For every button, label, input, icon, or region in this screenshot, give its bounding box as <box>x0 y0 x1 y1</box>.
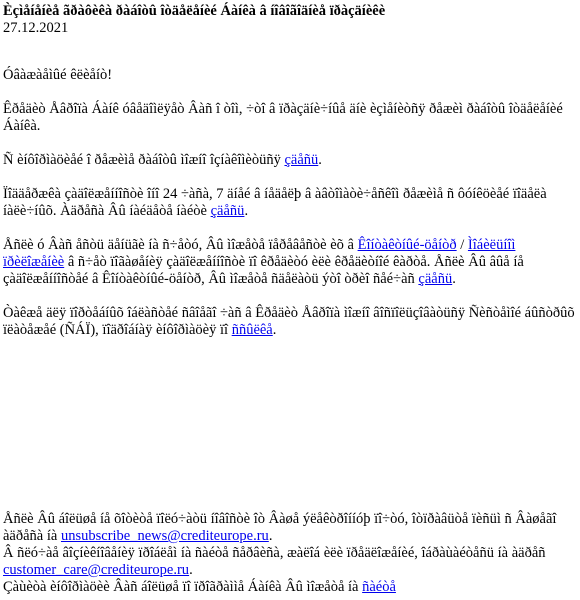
paragraph-text: . <box>272 322 277 338</box>
email-title: Èçìåíåíèå ãðàôèêà ðàáîòû îòäåëåíèé Áàíêà â íîâîãîäíèå ïðàçäíèêè <box>3 3 386 19</box>
footer-text: Â ñëó÷àå âîçíèêíîâåíèÿ ïðîáëåì íà ñàéòå ñåðâèñà, æàëîá èëè ïðåäëîæåíèé, îáðàùàéòåñü íà àäðåñ <box>3 545 546 561</box>
email-date: 27.12.2021 <box>3 20 69 36</box>
paragraph-text: . <box>244 203 249 219</box>
greeting: Óâàæàåìûé êëèåíò! <box>3 67 113 83</box>
paragraph-transfer <box>3 237 577 288</box>
unsubscribe-email-link[interactable]: unsubscribe_news@crediteurope.ru <box>60 528 269 544</box>
sbp-info-link[interactable]: ññûëêå <box>231 322 273 338</box>
paragraph-text: Òàêæå äëÿ ïîðòåáíûõ îáëàñòåé ñâîåãî ÷àñ â Êðåäèò Åâðîïà ìîæíî âîñïîëüçîâàòüñÿ Ñèñòåìîé áûñòðûõ ïëàòåæåé (ÑÁÏ), ïîäðîáíàÿ èíôîðìàöèÿ ïî <box>3 305 575 338</box>
footer-text: . <box>268 528 273 544</box>
paragraph-text: / <box>456 237 468 253</box>
contact-center-link[interactable]: Êîíòàêòíûé-öåíòð <box>357 237 457 253</box>
footer-privacy <box>3 579 577 596</box>
paragraph-atm-support <box>3 186 577 220</box>
register-link[interactable]: çäåñü <box>418 271 453 287</box>
paragraph-schedule-notice: Êðåäèò Åâðîïà Áàíê óâåäîìëÿåò Âàñ î òîì, ÷òî â ïðàçäíè÷íûå äíè èçìåíèòñÿ ðåæèì ðàáîòû îòäåëåíèé Áàíêà. <box>3 101 563 134</box>
paragraph-text: Åñëè ó Âàñ åñòü äåíüãè íà ñ÷åòó, Âû ìîæåòå ïåðåâåñòè èõ â <box>3 237 358 253</box>
mobile-app-link[interactable]: Ìîáèëüíîì ïðèëîæåíèè <box>3 237 516 270</box>
footer-text: . <box>189 562 193 578</box>
paragraph-sbp <box>3 305 577 339</box>
footer-text: Çàùèòà èíôîðìàöèè Âàñ áîëüøå ïî ïðîãðàììå Áàíêà Âû ìîæåòå íà <box>3 579 363 595</box>
atm-addresses-link[interactable]: çäåñü <box>210 203 245 219</box>
paragraph-text: . <box>318 152 322 168</box>
schedule-link[interactable]: çäåñü <box>284 152 319 168</box>
paragraph-text: â ñ÷åò ïîãàøåíèÿ çàäîëæåííîñòè ïî êðåäèòó èëè êðåäèòíîé êàðòå. Åñëè Âû âûå íå çàäîëæåííîñòåé â Êîíòàêòíûé-öåíòð, Âû ìîæåòå ñäåëàòü ýòî òðèî ñåé÷àñ <box>3 254 524 287</box>
footer-text: Åñëè Âû áîëüøå íå õîòèòå ïîëó÷àòü íîâîñòè îò Âàøå ýëåêòðîííóþ ïî÷òó, îòïðàâüòå ïèñüì ñ Âàøåãî àäðåñà íà <box>3 511 557 544</box>
paragraph-text: Ñ èíôîðìàöèåé î ðåæèìå ðàáîòû ìîæíî îçíàêîìèòüñÿ <box>3 152 285 168</box>
paragraph-text: . <box>452 271 456 287</box>
paragraph-schedule-link <box>3 152 577 169</box>
footer-unsubscribe <box>3 511 577 545</box>
website-link[interactable]: ñàéòå <box>362 579 396 595</box>
paragraph-text: Ïîääåðæêà çàäîëæåííîñòè îíî 24 ÷àñà, 7 äíåé â íåäåëþ â àâòîìàòè÷åñêîì ðåæèìå ñ ôóíêöèåé ïîäåëà íàëè÷íûõ. Àäðåñà Âû íàéäåòå íàéòè <box>3 186 547 219</box>
customer-care-email-link[interactable]: customer_care@crediteurope.ru <box>3 562 190 578</box>
email-footer <box>3 511 577 596</box>
footer-support <box>3 545 577 579</box>
